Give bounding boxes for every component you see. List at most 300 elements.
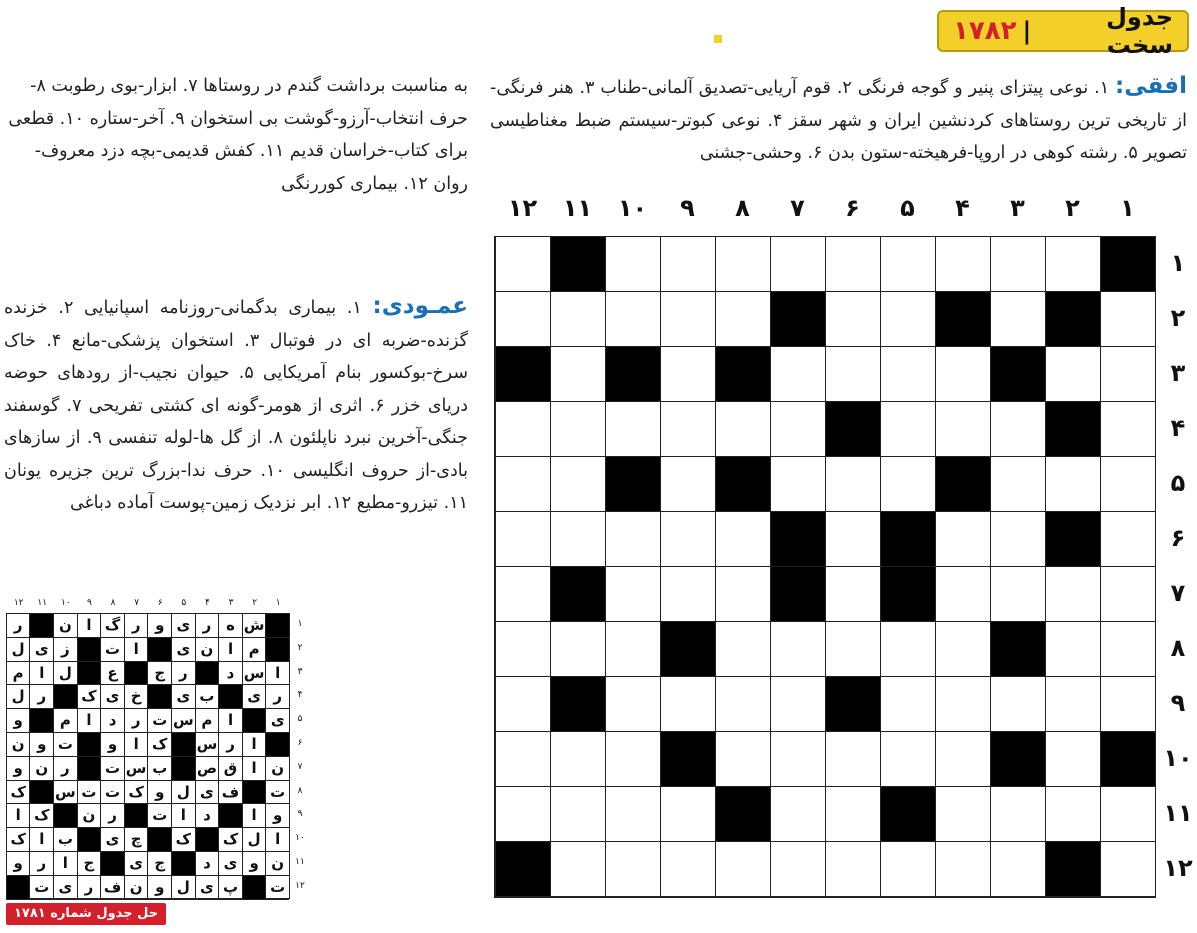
grid-cell[interactable] [990,512,1045,567]
column-number: ۸ [735,194,750,222]
solution-column-number: ۸ [110,598,116,608]
grid-cell[interactable] [1045,237,1100,292]
solution-black-cell [77,662,101,686]
grid-cell[interactable] [715,622,770,677]
grid-cell[interactable] [1045,732,1100,787]
solution-black-cell [124,804,148,828]
solution-cell: ک [124,781,148,805]
grid-cell[interactable] [825,732,880,787]
black-cell [990,622,1045,677]
grid-cell[interactable] [1100,842,1155,897]
solution-cell: ت [100,638,124,662]
grid-cell[interactable] [825,787,880,842]
solution-black-cell [195,828,219,852]
grid-cell[interactable] [770,347,825,402]
grid-cell[interactable] [550,622,605,677]
black-cell [550,567,605,622]
solution-cell: خ [124,685,148,709]
grid-cell[interactable] [880,457,935,512]
black-cell [715,347,770,402]
grid-cell[interactable] [550,292,605,347]
grid-cell[interactable] [770,457,825,512]
grid-cell[interactable] [1045,787,1100,842]
solution-cell: و [6,852,30,876]
solution-cell: چ [124,828,148,852]
solution-cell: ش [242,614,266,638]
solution-column-number: ۱ [275,598,281,608]
puzzle-title-badge [937,3,1189,59]
solution-black-cell [77,828,101,852]
grid-cell[interactable] [605,402,660,457]
grid-cell[interactable] [550,842,605,897]
solution-cell: ا [265,828,289,852]
grid-cell[interactable] [495,732,550,787]
grid-cell[interactable] [935,677,990,732]
solution-black-cell [171,852,195,876]
grid-cell[interactable] [990,842,1045,897]
solution-cell: ر [171,662,195,686]
grid-cell[interactable] [1045,622,1100,677]
grid-cell[interactable] [990,292,1045,347]
grid-cell[interactable] [770,787,825,842]
solution-cell: ا [53,852,77,876]
across-text-2: به مناسبت برداشت گندم در روستاها ۷. ابزار-بوی رطوبت ۸-حرف انتخاب-آرزو-گوشت بی استخوان ۹. آخر-ستاره ۱۰. قطعی برای کتاب-خراسان قدیم ۱۱. کفش قدیمی-بچه دزد معروف-روان ۱۲. بیماری کوررنگی [8,76,468,194]
solution-cell: ن [6,733,30,757]
solution-cell: ی [29,638,53,662]
solution-cell: ل [242,828,266,852]
black-cell [770,567,825,622]
solution-row-number: ۳ [297,666,303,677]
grid-cell[interactable] [715,567,770,622]
solution-cell: ی [218,852,242,876]
solution-black-cell [218,685,242,709]
black-cell [990,732,1045,787]
black-cell [1045,512,1100,567]
grid-cell[interactable] [1045,567,1100,622]
solution-cell: ک [147,733,171,757]
solution-cell: ز [53,638,77,662]
solution-black-cell [53,804,77,828]
grid-cell[interactable] [880,237,935,292]
solution-cell: د [100,709,124,733]
grid-cell[interactable] [605,842,660,897]
black-cell [825,677,880,732]
grid-cell[interactable] [825,842,880,897]
grid-cell[interactable] [770,622,825,677]
solution-cell: ی [171,638,195,662]
solution-cell: ر [53,757,77,781]
solution-cell: ج [147,662,171,686]
solution-cell: ق [218,757,242,781]
grid-cell[interactable] [660,402,715,457]
solution-cell: م [195,709,219,733]
grid-cell[interactable] [1045,347,1100,402]
grid-cell[interactable] [990,677,1045,732]
black-cell [1100,237,1155,292]
solution-cell: ک [6,781,30,805]
grid-cell[interactable] [1100,292,1155,347]
grid-cell[interactable] [990,457,1045,512]
solution-cell: ی [100,685,124,709]
row-number: ۸ [1170,634,1186,662]
solution-cell: و [6,757,30,781]
solution-cell: ن [29,757,53,781]
solution-cell: ص [195,757,219,781]
solution-black-cell [29,781,53,805]
solution-black-cell [265,614,289,638]
grid-cell[interactable] [1100,567,1155,622]
black-cell [1045,842,1100,897]
grid-cell[interactable] [935,732,990,787]
across-label: افقی: [1115,73,1187,99]
solution-black-cell [6,876,30,900]
solution-cell: س [195,733,219,757]
solution-row-number: ۱۰ [295,833,305,844]
grid-cell[interactable] [605,292,660,347]
puzzle-title: جدول سخت [1106,3,1173,59]
solution-cell: ی [242,685,266,709]
row-number: ۷ [1170,579,1186,607]
grid-cell[interactable] [825,347,880,402]
black-cell [660,622,715,677]
row-number: ۲ [1170,304,1186,332]
grid-cell[interactable] [495,622,550,677]
decorative-dot [714,35,722,43]
solution-column-number: ۷ [134,598,140,608]
solution-column-number: ۹ [87,598,92,608]
solution-cell: ی [124,852,148,876]
column-number: ۲ [1065,194,1080,222]
grid-cell[interactable] [990,567,1045,622]
solution-cell: و [265,804,289,828]
black-cell [880,567,935,622]
solution-cell: ع [100,662,124,686]
solution-cell: ب [147,757,171,781]
grid-cell[interactable] [550,787,605,842]
grid-cell[interactable] [935,567,990,622]
solution-cell: ا [6,804,30,828]
solution-cell: ا [242,733,266,757]
black-cell [1045,292,1100,347]
solution-row-number: ۹ [297,809,303,820]
solution-cell: ت [100,781,124,805]
solution-row-number: ۵ [297,714,303,725]
solution-black-cell [77,757,101,781]
solution-cell: ف [100,876,124,900]
grid-cell[interactable] [770,732,825,787]
black-cell [605,457,660,512]
solution-cell: ن [53,614,77,638]
column-numbers [495,194,1155,228]
row-number: ۱۲ [1163,854,1193,882]
grid-cell[interactable] [990,237,1045,292]
column-number: ۷ [790,194,805,222]
solution-black-cell [171,733,195,757]
grid-cell[interactable] [990,787,1045,842]
puzzle-number: ۱۷۸۲ [953,16,1017,46]
grid-cell[interactable] [495,292,550,347]
grid-cell[interactable] [880,732,935,787]
grid-cell[interactable] [1100,347,1155,402]
grid-cell[interactable] [880,622,935,677]
grid-cell[interactable] [715,237,770,292]
grid-cell[interactable] [935,842,990,897]
solution-black-cell [29,614,53,638]
grid-cell[interactable] [715,732,770,787]
grid-cell[interactable] [605,787,660,842]
grid-cell[interactable] [935,512,990,567]
solution-cell: ت [53,733,77,757]
grid-cell[interactable] [550,457,605,512]
solution-cell: ی [171,614,195,638]
solution-cell: ن [265,757,289,781]
solution-cell: ک [77,685,101,709]
grid-cell[interactable] [550,402,605,457]
solution-black-cell [242,709,266,733]
solution-cell: ل [6,638,30,662]
grid-cell[interactable] [935,237,990,292]
solution-cell: ت [265,781,289,805]
solution-cell: و [6,709,30,733]
solution-black-cell [100,852,124,876]
grid-cell[interactable] [605,677,660,732]
grid-cell[interactable] [605,512,660,567]
grid-cell[interactable] [1100,787,1155,842]
black-cell [1045,402,1100,457]
grid-cell[interactable] [770,237,825,292]
solution-cell: و [147,781,171,805]
grid-cell[interactable] [825,457,880,512]
crossword-grid [494,236,1156,898]
solution-cell: س [171,709,195,733]
black-cell [825,402,880,457]
solution-cell: و [29,733,53,757]
solution-cell: ا [29,662,53,686]
black-cell [660,732,715,787]
solution-black-cell [242,781,266,805]
grid-cell[interactable] [715,402,770,457]
solution-cell: س [53,781,77,805]
grid-cell[interactable] [880,402,935,457]
solution-black-cell [265,733,289,757]
grid-cell[interactable] [1100,402,1155,457]
grid-cell[interactable] [880,842,935,897]
solution-cell: ل [171,781,195,805]
solution-black-cell [29,709,53,733]
solution-cell: ن [195,638,219,662]
solution-black-cell [53,685,77,709]
solution-cell: ر [6,614,30,638]
grid-cell[interactable] [880,347,935,402]
solution-black-cell [147,828,171,852]
solution-column-number: ۱۱ [37,598,48,608]
black-cell [935,457,990,512]
solution-cell: ن [124,876,148,900]
grid-cell[interactable] [495,512,550,567]
grid-cell[interactable] [825,512,880,567]
solution-cell: ا [218,709,242,733]
solution-cell: ا [242,757,266,781]
grid-cell[interactable] [605,237,660,292]
black-cell [605,347,660,402]
solution-row-number: ۲ [297,642,303,653]
row-number: ۱ [1170,249,1186,277]
grid-cell[interactable] [715,677,770,732]
grid-cell[interactable] [825,622,880,677]
grid-cell[interactable] [605,622,660,677]
black-cell [550,677,605,732]
solution-cell: و [242,852,266,876]
solution-cell: ا [265,662,289,686]
grid-cell[interactable] [770,677,825,732]
grid-cell[interactable] [770,402,825,457]
solution-row-numbers [292,613,308,899]
solution-cell: س [242,662,266,686]
black-cell [770,512,825,567]
grid-cell[interactable] [770,842,825,897]
grid-cell[interactable] [880,677,935,732]
grid-cell[interactable] [550,512,605,567]
grid-cell[interactable] [495,677,550,732]
grid-cell[interactable] [495,567,550,622]
across-clues-part1 [490,70,1187,190]
row-number: ۵ [1170,469,1186,497]
grid-cell[interactable] [935,347,990,402]
grid-cell[interactable] [660,292,715,347]
grid-cell[interactable] [660,347,715,402]
column-number: ۱۱ [562,194,593,222]
solution-cell: ل [171,876,195,900]
grid-cell[interactable] [825,292,880,347]
solution-black-cell [218,804,242,828]
solution-cell: ا [124,733,148,757]
solution-cell: د [195,804,219,828]
row-numbers [1160,236,1196,896]
grid-cell[interactable] [990,402,1045,457]
solution-cell: ن [77,804,101,828]
column-number: ۱۲ [507,194,538,222]
solution-cell: و [100,733,124,757]
grid-cell[interactable] [1100,512,1155,567]
title-separator: | [1022,17,1032,45]
grid-cell[interactable] [1100,457,1155,512]
solution-cell: ا [29,828,53,852]
grid-cell[interactable] [1045,677,1100,732]
solution-cell: ن [265,852,289,876]
black-cell [880,787,935,842]
row-number: ۹ [1170,689,1186,717]
solution-cell: ت [265,876,289,900]
solution-cell: ا [124,638,148,662]
solution-column-number: ۵ [181,598,187,608]
grid-cell[interactable] [605,732,660,787]
solution-row-number: ۴ [297,690,303,701]
grid-cell[interactable] [660,842,715,897]
grid-cell[interactable] [715,512,770,567]
black-cell [495,842,550,897]
solution-black-cell [265,638,289,662]
solution-cell: و [147,876,171,900]
grid-cell[interactable] [495,237,550,292]
black-cell [990,347,1045,402]
solution-cell: ت [29,876,53,900]
column-number: ۱ [1120,194,1135,222]
grid-cell[interactable] [1045,457,1100,512]
across-text-1: ۱. نوعی پیتزای پنیر و گوجه فرنگی ۲. قوم آریایی-تصدیق آلمانی-طناب ۳. هنر فرنگی-از تاریخی ترین روستاهای کردنشین ایران و شهر سقز ۴. نوعی کبوتر-سیستم ضبط مغناطیسی تصویر ۵. رشته کوهی در اروپا-فرهیخته-ستون بدن ۶. وحشی-جشنی [490,78,1187,163]
solution-cell: ت [100,757,124,781]
solution-cell: ک [6,828,30,852]
solution-cell: ج [147,852,171,876]
black-cell [770,292,825,347]
solution-cell: ی [53,876,77,900]
grid-cell[interactable] [605,567,660,622]
down-text: ۱. بیماری بدگمانی-روزنامه اسپانیایی ۲. خزنده گزنده-ضربه ای در فوتبال ۳. استخوان پزشکی-مانع ۴. خاک سرخ-بوکسور بنام آمریکایی ۵. حیوان نجیب-از رودهای حوضه دریای خزر ۶. اثری از هومر-گونه ای کشتی تفریحی ۷. گوسفند جنگی-آخرین نبرد ناپلئون ۸. از گل ها-لوله تنفسی ۹. از سازهای بادی-از حروف انگلیسی ۱۰. حرف ندا-بزرگ ترین جزیره یونان ۱۱. تیزرو-مطیع ۱۲. ابر نزدیک زمین-پوست آماده دباغی [4,298,469,513]
grid-cell[interactable] [660,787,715,842]
grid-cell[interactable] [715,842,770,897]
solution-cell: ت [147,804,171,828]
solution-cell: ت [77,781,101,805]
grid-cell[interactable] [495,457,550,512]
grid-cell[interactable] [825,237,880,292]
down-label: عمـودی: [372,293,468,319]
grid-cell[interactable] [1100,622,1155,677]
solution-cell: ر [124,614,148,638]
solution-row-number: ۱۲ [295,880,305,891]
solution-cell: ک [29,804,53,828]
grid-cell[interactable] [660,237,715,292]
solution-column-number: ۱۲ [13,598,24,608]
solution-cell: ی [265,709,289,733]
grid-cell[interactable] [880,292,935,347]
solution-black-cell [124,662,148,686]
solution-cell: ر [265,685,289,709]
solution-caption: حل جدول شماره ۱۷۸۱ [6,903,166,925]
solution-cell: ا [171,804,195,828]
grid-cell[interactable] [550,347,605,402]
solution-cell: ک [171,828,195,852]
column-number: ۱۰ [617,194,648,222]
solution-cell: ه [218,614,242,638]
grid-cell[interactable] [660,512,715,567]
column-number: ۳ [1010,194,1025,222]
solution-cell: ل [6,685,30,709]
solution-cell: ا [242,804,266,828]
solution-cell: ب [53,828,77,852]
solution-black-cell [77,733,101,757]
grid-cell[interactable] [495,402,550,457]
across-clues-part2 [4,70,468,220]
grid-cell[interactable] [660,457,715,512]
grid-cell[interactable] [550,732,605,787]
grid-cell[interactable] [825,567,880,622]
solution-cell: ی [100,828,124,852]
grid-cell[interactable] [660,677,715,732]
grid-cell[interactable] [495,787,550,842]
grid-cell[interactable] [715,292,770,347]
grid-cell[interactable] [935,622,990,677]
grid-cell[interactable] [660,567,715,622]
grid-cell[interactable] [935,787,990,842]
grid-cell[interactable] [1100,677,1155,732]
grid-cell[interactable] [935,402,990,457]
solution-column-number: ۳ [228,598,234,608]
solution-cell: م [53,709,77,733]
column-number: ۵ [900,194,915,222]
black-cell [715,457,770,512]
solution-cell: ر [100,804,124,828]
solution-black-cell [195,662,219,686]
solution-cell: ر [29,852,53,876]
